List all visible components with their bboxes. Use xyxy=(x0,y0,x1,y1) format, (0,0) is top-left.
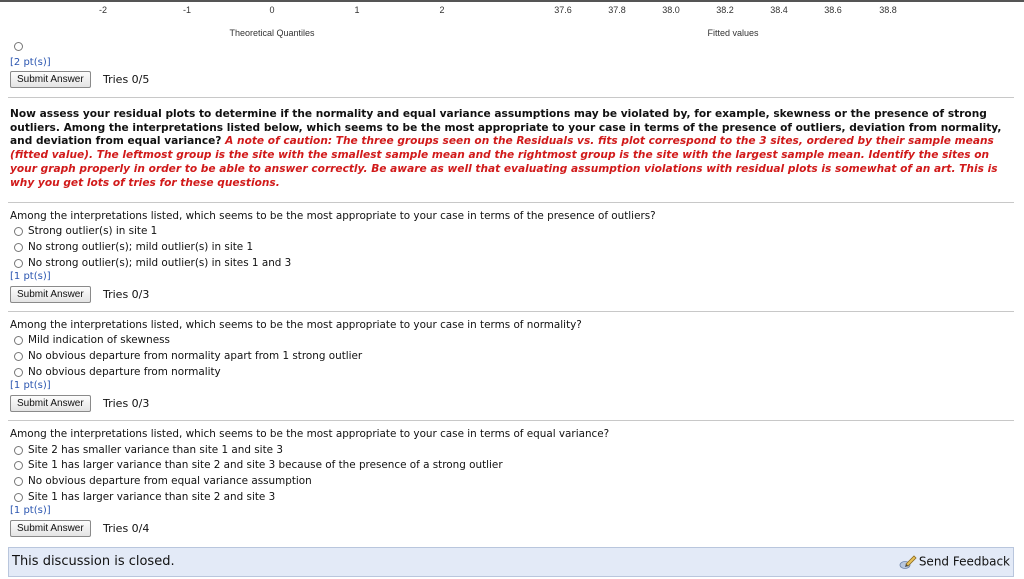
answer-option[interactable] xyxy=(14,241,253,253)
qq-x-tick: 1 xyxy=(354,5,360,15)
submit-answer-button[interactable]: Submit Answer xyxy=(10,395,91,412)
answer-option[interactable] xyxy=(14,475,312,487)
radio-button[interactable] xyxy=(14,461,23,470)
divider xyxy=(8,420,1014,421)
submit-answer-button[interactable]: Submit Answer xyxy=(10,520,91,537)
plot-top-border xyxy=(0,0,1024,2)
divider xyxy=(8,97,1014,98)
qq-x-tick: -2 xyxy=(98,5,108,15)
answer-option[interactable] xyxy=(14,366,221,378)
qq-x-tick: 0 xyxy=(269,5,275,15)
radio-button[interactable] xyxy=(14,227,23,236)
option-label: Site 1 has larger variance than site 2 and site 3 because of the presence of a strong outlier xyxy=(28,459,503,471)
submit-answer-button[interactable]: Submit Answer xyxy=(10,286,91,303)
send-feedback-link[interactable] xyxy=(899,554,1010,570)
radio-button[interactable] xyxy=(14,336,23,345)
discussion-closed-bar xyxy=(8,547,1014,577)
divider xyxy=(8,311,1014,312)
tries-counter: Tries 0/3 xyxy=(103,288,150,301)
fitted-x-tick: 37.6 xyxy=(554,5,572,15)
option-label: No obvious departure from normality xyxy=(28,366,221,378)
radio-button[interactable] xyxy=(14,352,23,361)
tries-counter: Tries 0/4 xyxy=(103,522,150,535)
question-prompt: Among the interpretations listed, which seems to be the most appropriate to your case in terms of the presence of outliers? xyxy=(10,210,656,222)
question-prompt: Among the interpretations listed, which seems to be the most appropriate to your case in terms of equal variance? xyxy=(10,428,610,440)
prev-tries-counter: Tries 0/5 xyxy=(103,73,150,86)
fitted-x-tick: 38.4 xyxy=(770,5,788,15)
prev-points-label: [2 pt(s)] xyxy=(10,57,51,68)
option-label: No obvious departure from normality apart from 1 strong outlier xyxy=(28,350,363,362)
radio-button[interactable] xyxy=(14,446,23,455)
fitted-x-tick: 38.2 xyxy=(716,5,734,15)
answer-option[interactable] xyxy=(14,225,157,237)
discussion-closed-text: This discussion is closed. xyxy=(12,554,175,569)
prev-submit-button[interactable]: Submit Answer xyxy=(10,71,91,88)
fitted-x-tick: 38.0 xyxy=(662,5,680,15)
divider xyxy=(8,202,1014,203)
option-label: Strong outlier(s) in site 1 xyxy=(28,225,158,237)
option-label: Site 1 has larger variance than site 2 and site 3 xyxy=(28,491,276,503)
radio-button[interactable] xyxy=(14,493,23,502)
fitted-x-tick: 38.8 xyxy=(879,5,897,15)
feedback-pencil-icon xyxy=(899,554,917,570)
qq-x-tick: -1 xyxy=(182,5,192,15)
option-label: No strong outlier(s); mild outlier(s) in sites 1 and 3 xyxy=(28,257,292,269)
prev-answer-radio[interactable] xyxy=(14,42,23,51)
answer-option[interactable] xyxy=(14,350,362,362)
option-label: No strong outlier(s); mild outlier(s) in site 1 xyxy=(28,241,254,253)
instructions-text xyxy=(10,108,1005,190)
option-label: Site 2 has smaller variance than site 1 and site 3 xyxy=(28,444,283,456)
answer-option[interactable] xyxy=(14,491,275,503)
instructions-bold: Now assess your residual plots to determine if the normality and equal variance assumptions may be violated by, for example, skewness or the presence of strong outliers. Among the interpretations listed below, which seems to be the most appropriate to your case in terms of the presence of outliers, deviation from normality, and deviation from equal variance? xyxy=(10,108,1002,148)
radio-button[interactable] xyxy=(14,368,23,377)
points-label: [1 pt(s)] xyxy=(10,505,51,516)
points-label: [1 pt(s)] xyxy=(10,271,51,282)
radio-button[interactable] xyxy=(14,477,23,486)
fitted-x-tick: 38.6 xyxy=(824,5,842,15)
radio-button[interactable] xyxy=(14,259,23,268)
fitted-x-tick: 37.8 xyxy=(608,5,626,15)
tries-counter: Tries 0/3 xyxy=(103,397,150,410)
points-label: [1 pt(s)] xyxy=(10,380,51,391)
answer-option[interactable] xyxy=(14,334,170,346)
answer-option[interactable] xyxy=(14,444,283,456)
fitted-x-axis-label: Fitted values xyxy=(707,28,759,38)
radio-button[interactable] xyxy=(14,243,23,252)
qq-x-axis-label: Theoretical Quantiles xyxy=(229,28,315,38)
option-label: Mild indication of skewness xyxy=(28,334,170,346)
qq-x-tick: 2 xyxy=(439,5,445,15)
question-prompt: Among the interpretations listed, which seems to be the most appropriate to your case in terms of normality? xyxy=(10,319,582,331)
option-label: No obvious departure from equal variance assumption xyxy=(28,475,312,487)
answer-option[interactable] xyxy=(14,257,291,269)
send-feedback-label: Send Feedback xyxy=(918,554,1010,569)
caution-note: A note of caution: The three groups seen on the Residuals vs. fits plot correspond to the 3 sites, ordered by their sample means (fitted value). The leftmost group is the site with the smallest sample mean and the rightmost group is the site with the largest sample mean. Identify the sites on your graph properly in order to be able to answer correctly. Be aware as well that evaluating assumption violations with residual plots is somewhat of an art. This is why you get lots of tries for these questions. xyxy=(10,135,998,189)
answer-option[interactable] xyxy=(14,459,503,471)
